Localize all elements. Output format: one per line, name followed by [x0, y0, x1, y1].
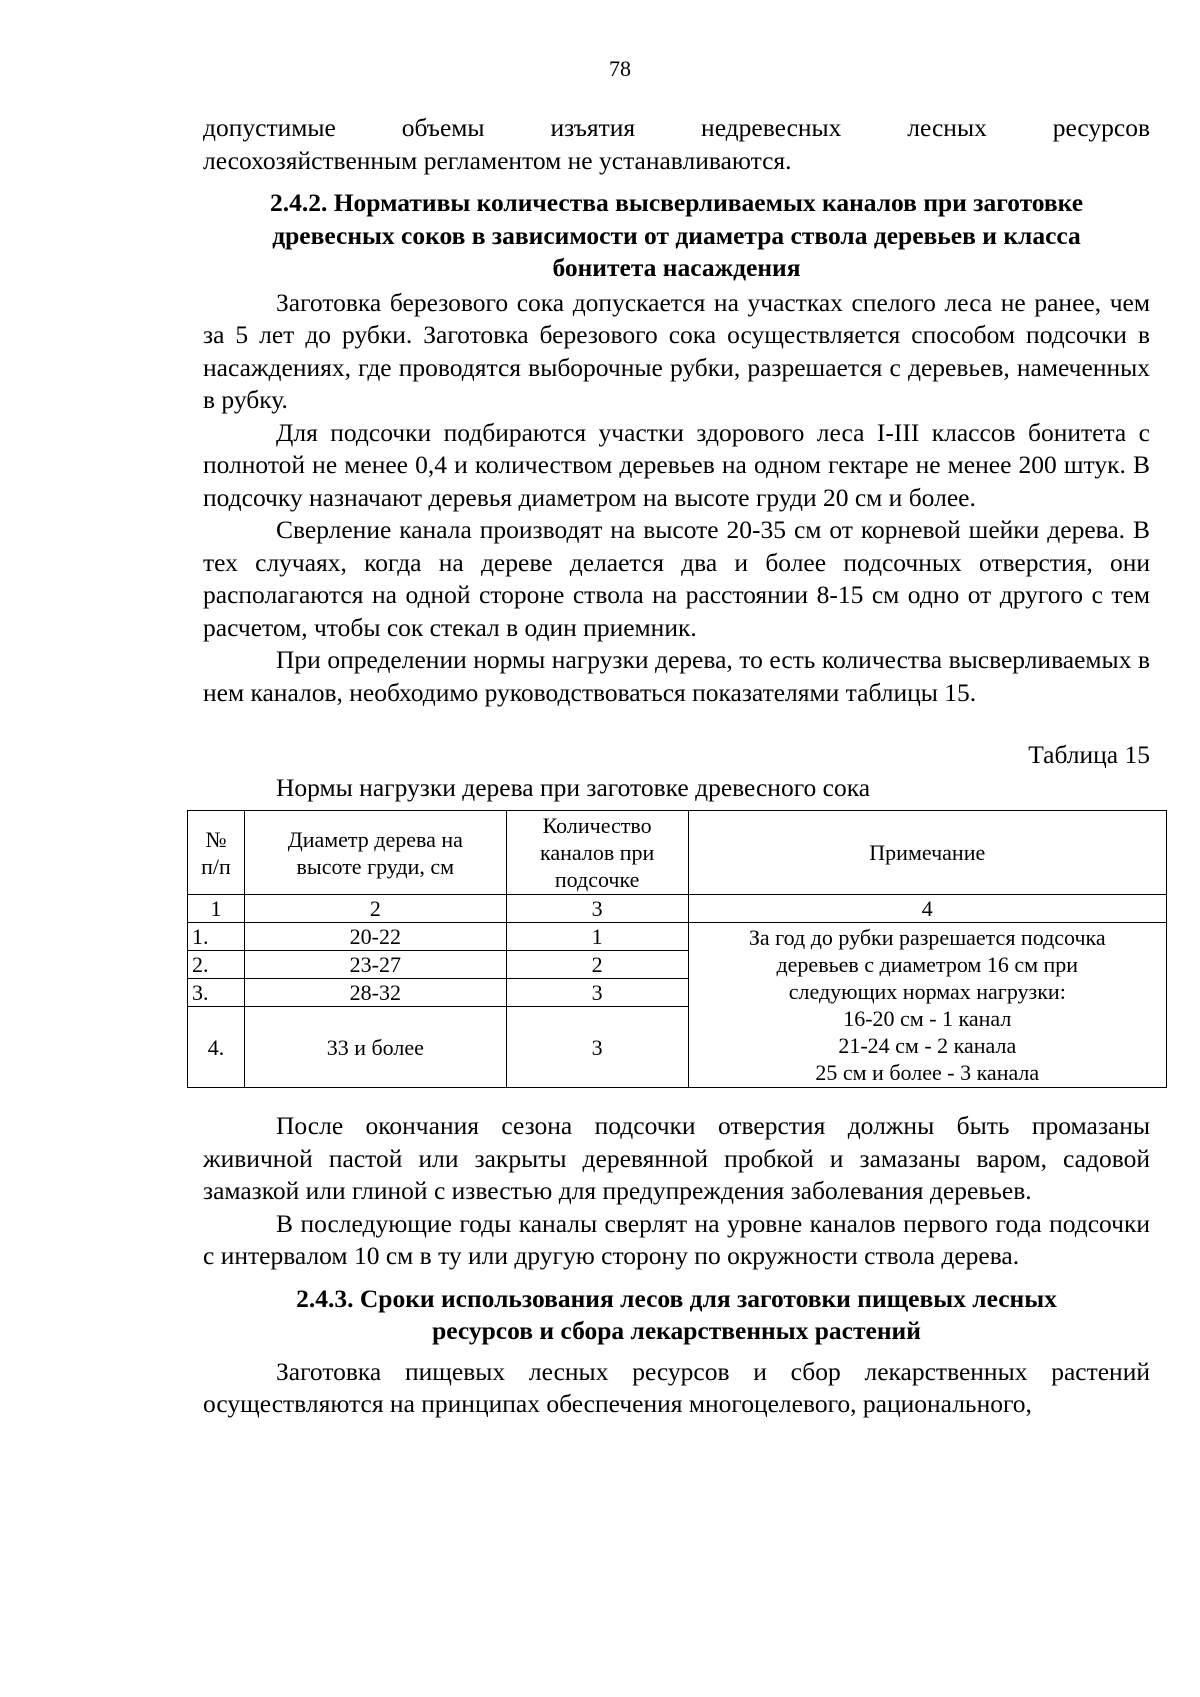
note-line: 25 см и более - 3 канала — [815, 1060, 1040, 1085]
note-line: следующих нормах нагрузки: — [788, 979, 1066, 1004]
section-heading-2-4-3 — [203, 1283, 1150, 1348]
header-cell-num — [188, 811, 245, 895]
row-num: 4. — [188, 1007, 245, 1088]
paragraph: Сверление канала производят на высоте 20-35 см от корневой шейки дерева. В тех случаях, когда на дереве делается два и более подсочных отверстия, они располагаются на одной стороне ствола на расстоянии 8-15 см одно от другого с тем расчетом, чтобы сок стекал в один приемник. — [203, 515, 1150, 642]
header-text: каналов при — [539, 840, 655, 865]
row-diameter: 20-22 — [244, 923, 506, 951]
header-text: № — [205, 826, 227, 852]
intro-line-2: лесохозяйственным регламентом не устанавливаются. — [203, 145, 792, 175]
note-line: 16-20 см - 1 канал — [843, 1006, 1012, 1031]
header-cell-note: Примечание — [688, 811, 1166, 895]
page-number: 78 — [609, 56, 631, 81]
heading-line: 2.4.3. Сроки использования лесов для заготовки пищевых лесных — [296, 1283, 1057, 1313]
norms-table — [187, 810, 1167, 1088]
row-num: 2. — [188, 951, 245, 979]
paragraph: Заготовка пищевых лесных ресурсов и сбор лекарственных растений осуществляются на принципах обеспечения многоцелевого, рационального, — [203, 1356, 1150, 1418]
section-heading-2-4-2 — [203, 187, 1150, 285]
row-diameter: 28-32 — [244, 979, 506, 1007]
column-number: 1 — [188, 895, 245, 923]
paragraph: После окончания сезона подсочки отверстия должны быть промазаны живичной пастой или закрыты деревянной пробкой и замазаны варом, садовой замазкой или глиной с известью для предупреждения заболевания деревьев. — [203, 1111, 1150, 1205]
header-text: высоте груди, см — [296, 853, 455, 879]
note-line: За год до рубки разрешается подсочка — [748, 925, 1106, 950]
row-diameter: 23-27 — [244, 951, 506, 979]
row-channels: 3 — [506, 979, 688, 1007]
column-number: 4 — [688, 895, 1166, 923]
table-row — [188, 923, 1167, 951]
paragraph: Для подсочки подбираются участки здорового леса I-III классов бонитета с полнотой не менее 0,4 и количеством деревьев на одном гектаре не менее 200 штук. В подсочку назначают деревья диаметром на высоте груди 20 см и более. — [203, 417, 1150, 512]
header-cell-channels — [506, 811, 688, 895]
page-content — [192, 112, 1150, 1421]
table-header-row — [188, 811, 1167, 895]
paragraph: В последующие годы каналы сверлят на уровне каналов первого года подсочки с интервалом 10 см в ту или другую сторону по окружности ствола дерева. — [203, 1208, 1150, 1270]
paragraph: При определении нормы нагрузки дерева, то есть количества высверливаемых в нем каналов, необходимо руководствоваться показателями таблицы 15. — [203, 645, 1150, 707]
row-num: 1. — [188, 923, 245, 951]
header-text: п/п — [201, 853, 231, 879]
note-cell — [688, 923, 1166, 1088]
column-number: 2 — [244, 895, 506, 923]
column-number-row — [188, 895, 1167, 923]
intro-line-1: допустимые объемы изъятия недревесных лесных ресурсов — [203, 113, 1150, 142]
heading-line: древесных соков в зависимости от диаметра ствола деревьев и класса — [272, 220, 1081, 250]
table-label: Таблица 15 — [1028, 740, 1150, 769]
header-text: Диаметр дерева на — [287, 826, 463, 852]
table-caption: Нормы нагрузки дерева при заготовке древесного сока — [276, 772, 871, 802]
row-num: 3. — [188, 979, 245, 1007]
note-line: деревьев с диаметром 16 см при — [776, 952, 1079, 977]
heading-line: ресурсов и сбора лекарственных растений — [432, 1316, 921, 1345]
note-line: 21-24 см - 2 канала — [838, 1033, 1017, 1058]
row-diameter: 33 и более — [244, 1007, 506, 1088]
header-text: подсочке — [554, 867, 640, 892]
paragraph: Заготовка березового сока допускается на участках спелого леса не ранее, чем за 5 лет до рубки. Заготовка березового сока осуществляется способом подсочки в насаждениях, где проводятся выборочные рубки, разрешается с деревьев, намеченных в рубку. — [203, 287, 1150, 414]
heading-line: 2.4.2. Нормативы количества высверливаемых каналов при заготовке — [269, 188, 1084, 217]
header-cell-diameter — [244, 811, 506, 895]
row-channels: 3 — [506, 1007, 688, 1088]
heading-line: бонитета насаждения — [552, 253, 801, 282]
header-text: Количество — [542, 813, 652, 838]
column-number: 3 — [506, 895, 688, 923]
row-channels: 1 — [506, 923, 688, 951]
row-channels: 2 — [506, 951, 688, 979]
